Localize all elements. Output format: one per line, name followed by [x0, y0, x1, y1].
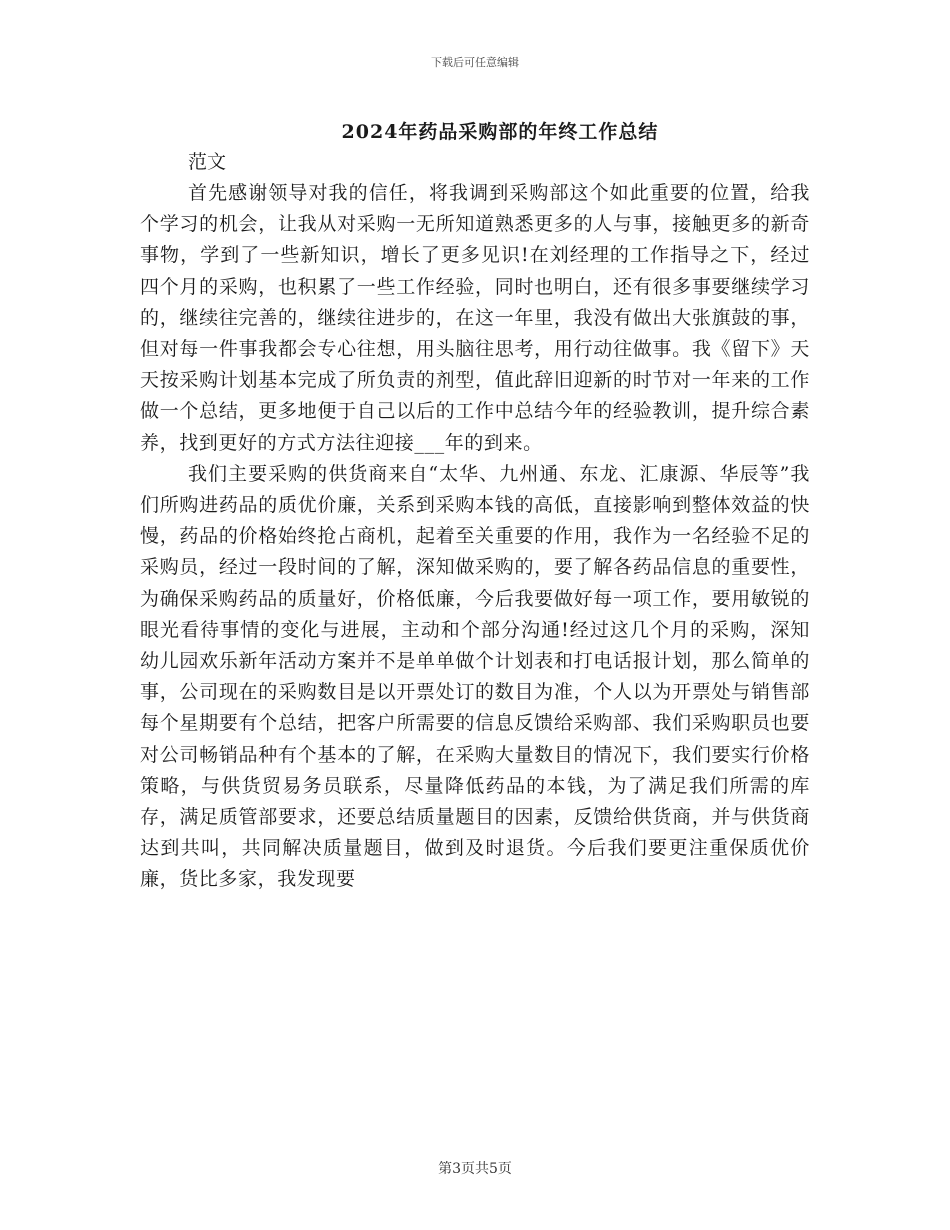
page-header-note: 下载后可任意编辑 — [431, 56, 519, 69]
page-number: 第3页共5页 — [438, 1161, 512, 1177]
paragraph-1: 首先感谢领导对我的信任，将我调到采购部这个如此重要的位置，给我个学习的机会，让我从对采购一无所知道熟悉更多的人与事，接触更多的新奇事物，学到了一些新知识，增长了更多见识!在刘经理的工作指导之下，经过四个月的采购，也积累了一些工作经验，同时也明白，还有很多事要继续学习的，继续往完善的，继续往进步的，在这一年里，我没有做出大张旗鼓的事，但对每一件事我都会专心往想，用头脑往思考，用行动往做事。我《留下》天天按采购计划基本完成了所负责的剂型，值此辞旧迎新的时节对一年来的工作做一个总结，更多地便于自己以后的工作中总结今年的经验教训，提升综合素养，找到更好的方式方法往迎接___年的到来。 — [140, 182, 810, 454]
document-body — [140, 147, 810, 896]
document-subtitle: 范文 — [188, 151, 227, 173]
paragraph-2: 我们主要采购的供货商来自“太华、九州通、东龙、汇康源、华辰等”我们所购进药品的质优价廉，关系到采购本钱的高低，直接影响到整体效益的快慢，药品的价格始终抢占商机，起着至关重要的作用，我作为一名经验不足的采购员，经过一段时间的了解，深知做采购的，要了解各药品信息的重要性，为确保采购药品的质量好，价格低廉，今后我要做好每一项工作，要用敏锐的眼光看待事情的变化与进展，主动和个部分沟通!经过这几个月的采购，深知幼儿园欢乐新年活动方案并不是单单做个计划表和打电话报计划，那么简单的事，公司现在的采购数目是以开票处订的数目为准，个人以为开票处与销售部每个星期要有个总结，把客户所需要的信息反馈给采购部、我们采购职员也要对公司畅销品种有个基本的了解，在采购大量数目的情况下，我们要实行价格策略，与供货贸易务员联系，尽量降低药品的本钱，为了满足我们所需的库存，满足质管部要求，还要总结质量题目的因素，反馈给供货商，并与供货商达到共叫，共同解决质量题目，做到及时退货。今后我们要更注重保质优价廉，货比多家，我发现要 — [140, 462, 810, 891]
document-title: 2024年药品采购部的年终工作总结 — [341, 121, 659, 143]
